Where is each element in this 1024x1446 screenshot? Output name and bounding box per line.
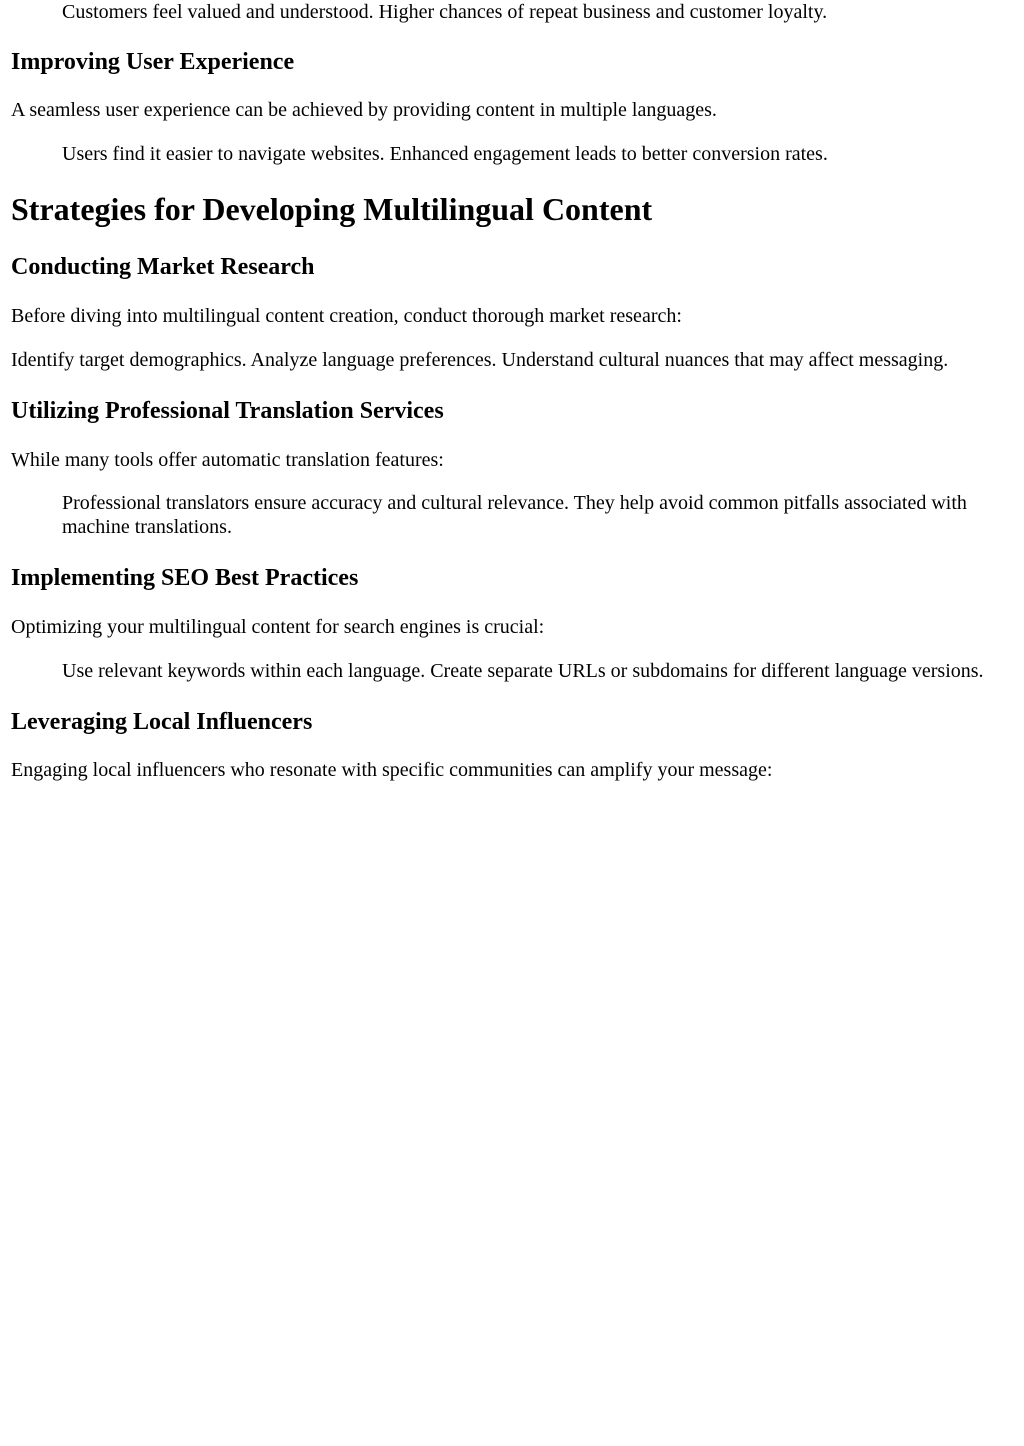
market-research-list: Identify target demographics. Analyze language preferences. Understand cultural nuances that may affect messaging.	[11, 349, 949, 371]
seo-best-practices-list: Use relevant keywords within each language. Create separate URLs or subdomains for different language versions.	[62, 660, 984, 682]
seo-best-practices-intro: Optimizing your multilingual content for search engines is crucial:	[11, 616, 545, 638]
customers-benefits-list: Customers feel valued and understood. Higher chances of repeat business and customer loyalty.	[62, 1, 828, 23]
improving-user-experience-heading: Improving User Experience	[11, 49, 295, 75]
market-research-heading: Conducting Market Research	[11, 254, 315, 280]
translation-services-list: Professional translators ensure accuracy and cultural relevance. They help avoid common pitfalls associated with machine translations.	[62, 492, 967, 538]
improving-user-experience-list: Users find it easier to navigate websites. Enhanced engagement leads to better conversion rates.	[62, 143, 828, 165]
seo-best-practices-heading: Implementing SEO Best Practices	[11, 565, 359, 591]
local-influencers-intro: Engaging local influencers who resonate with specific communities can amplify your message:	[11, 759, 773, 781]
local-influencers-heading: Leveraging Local Influencers	[11, 709, 313, 735]
improving-user-experience-intro: A seamless user experience can be achieved by providing content in multiple languages.	[11, 99, 717, 121]
strategies-heading: Strategies for Developing Multilingual Content	[11, 191, 653, 227]
translation-services-intro: While many tools offer automatic translation features:	[11, 449, 444, 471]
market-research-intro: Before diving into multilingual content creation, conduct thorough market research:	[11, 305, 682, 327]
translation-services-heading: Utilizing Professional Translation Services	[11, 398, 444, 424]
